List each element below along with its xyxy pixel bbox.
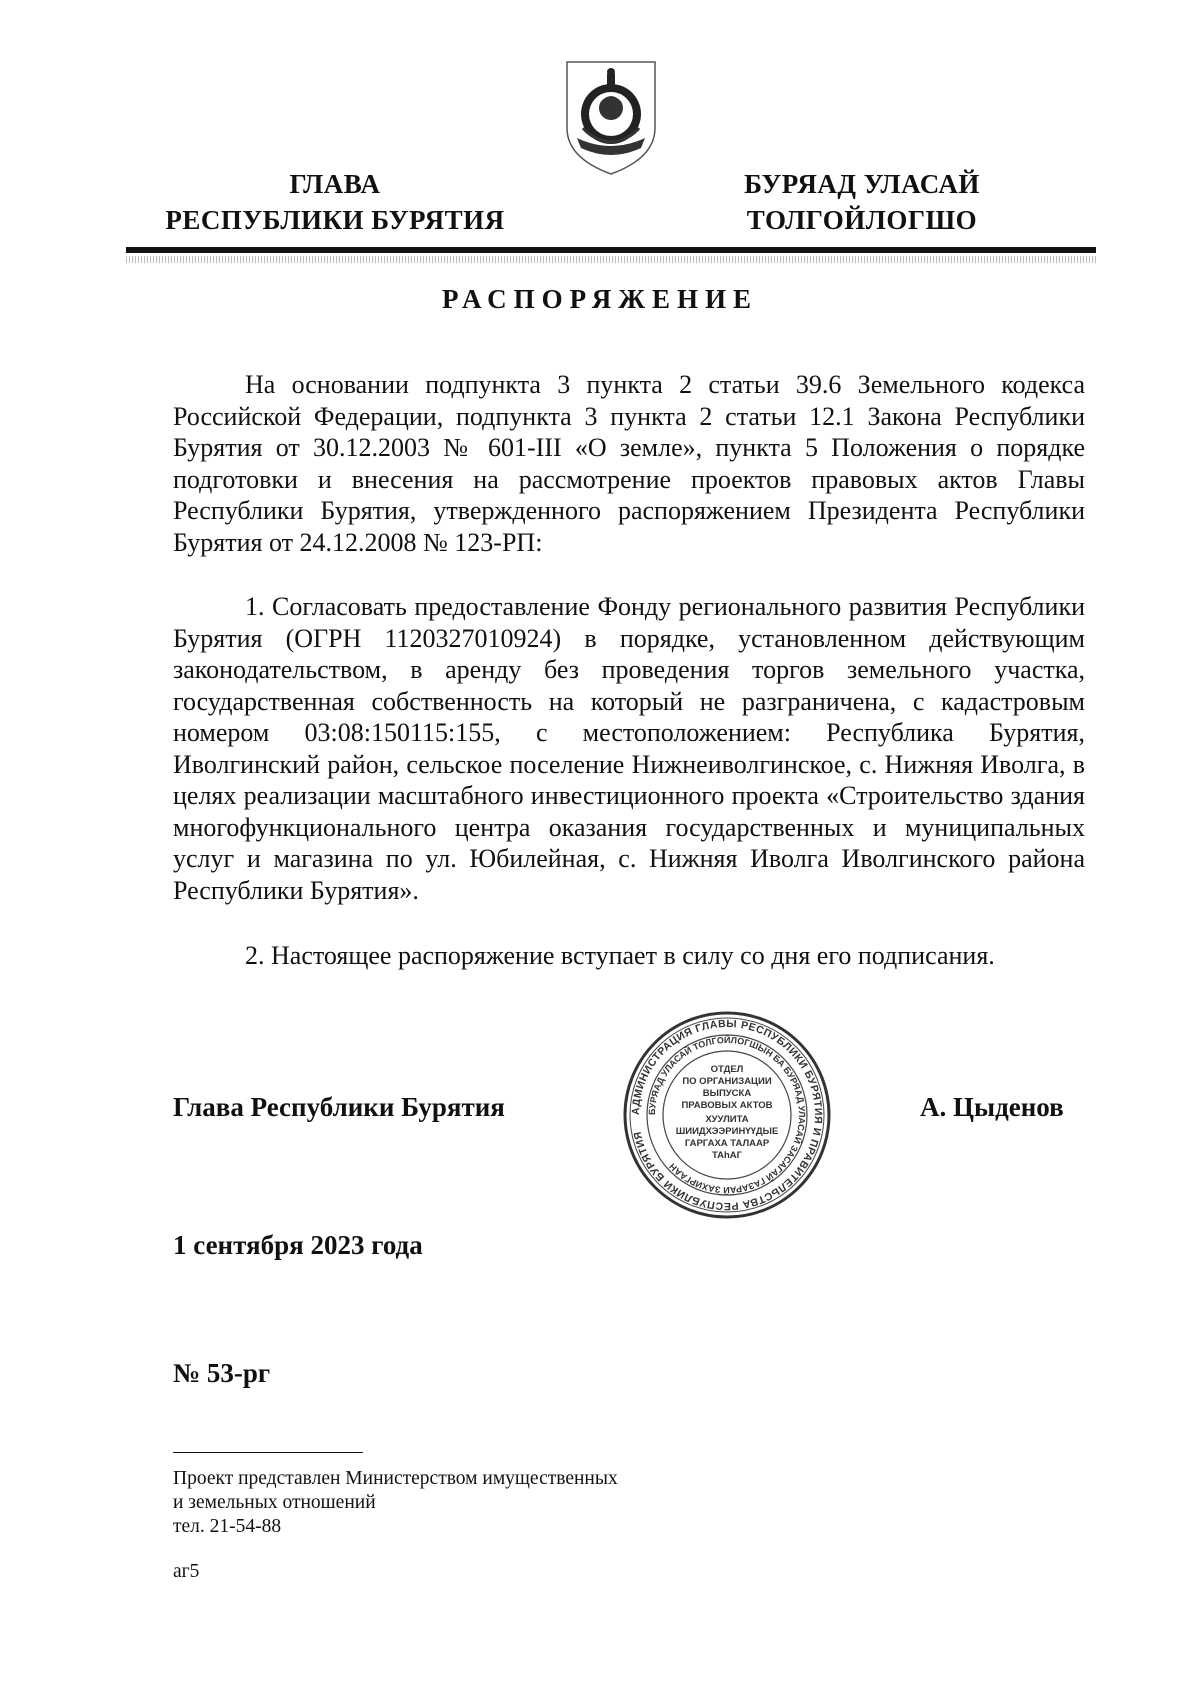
header-right (712, 168, 1012, 236)
footnote-line: Проект представлен Министерством имущественных (173, 1468, 618, 1489)
item-2-paragraph: 2. Настоящее распоряжение вступает в силу со дня его подписания. (245, 941, 995, 970)
preamble-paragraph: На основании подпункта 3 пункта 2 статьи 39.6 Земельного кодекса Российской Федерации, подпункта 3 пункта 2 статьи 12.1 Закона Республики Бурятия от 30.12.2003 № 601-III «О земле», пункта 5 Положения о порядке подготовки и внесения на рассмотрение проектов правовых актов Главы Республики Бурятия, утвержденного распоряжением Президента Республики Бурятия от 24.12.2008 № 123-РП: (173, 370, 1085, 557)
signatory-position: Глава Республики Бурятия (173, 1092, 505, 1122)
header-right-line1: БУРЯАД УЛАСАЙ (744, 169, 980, 199)
header-divider (126, 247, 1096, 253)
header-divider-hatch (126, 256, 1096, 263)
document-date: 1 сентября 2023 года (173, 1230, 423, 1260)
stamp-center-line: ТАһАГ (711, 1150, 743, 1161)
stamp-center-line: ХУУЛИТА (705, 1114, 749, 1125)
footnote-code: аг5 (173, 1561, 200, 1582)
stamp-center-line: ПО ОРГАНИЗАЦИИ (682, 1076, 772, 1087)
official-stamp (622, 1010, 832, 1220)
coat-of-arms-icon (563, 58, 659, 178)
footnote-line: тел. 21-54-88 (173, 1516, 282, 1537)
footnote (173, 1467, 618, 1539)
header-left (150, 168, 520, 236)
footnote-line: и земельных отношений (173, 1492, 376, 1513)
stamp-center-line: ШИИДХЭЭРИНҮҮДЫЕ (675, 1126, 779, 1137)
stamp-inner-text: БУРЯАД УЛАСАЙ ТОЛГОЙЛОГШЫН БА БУРЯАД УЛАСАЙ ЗАСАГАЙ ГАЗАРАЙ ЗАХИРГААН (646, 1034, 808, 1196)
footnote-divider (173, 1452, 363, 1453)
header-right-line2: ТОЛГОЙЛОГШО (746, 205, 978, 235)
stamp-center-line: ГАРГАХА ТАЛААР (684, 1138, 770, 1149)
item-1-paragraph: 1. Согласовать предоставление Фонду регионального развития Республики Бурятия (ОГРН 1120327010924) в порядке, установленном действующим законодательством, в аренду без проведения торгов земельного участка, государственная собственность на который не разграничена, с кадастровым номером 03:08:150115:155, с местоположением: Республика Бурятия, Иволгинский район, сельское поселение Нижнеиволгинское, с. Нижняя Иволга, в целях реализации масштабного инвестиционного проекта «Строительство здания многофункционального центра оказания государственных и муниципальных услуг и магазина по ул. Юбилейная, с. Нижняя Иволга Иволгинского района Республики Бурятия». (173, 592, 1085, 905)
stamp-center-line: ВЫПУСКА (702, 1088, 752, 1099)
header-left-line1: ГЛАВА (289, 169, 381, 199)
header-left-line2: РЕСПУБЛИКИ БУРЯТИЯ (165, 205, 505, 235)
document-title: РАСПОРЯЖЕНИЕ (441, 284, 759, 314)
document-number: № 53-рг (173, 1358, 271, 1388)
stamp-outer-text: АДМИНИСТРАЦИЯ ГЛАВЫ РЕСПУБЛИКИ БУРЯТИЯ И ПРАВИТЕЛЬСТВА РЕСПУБЛИКИ БУРЯТИЯ (629, 1017, 825, 1213)
stamp-center-line: ПРАВОВЫХ АКТОВ (681, 1100, 773, 1111)
signatory-name: А. Цыденов (920, 1092, 1064, 1122)
stamp-center-line: ОТДЕЛ (710, 1064, 744, 1075)
